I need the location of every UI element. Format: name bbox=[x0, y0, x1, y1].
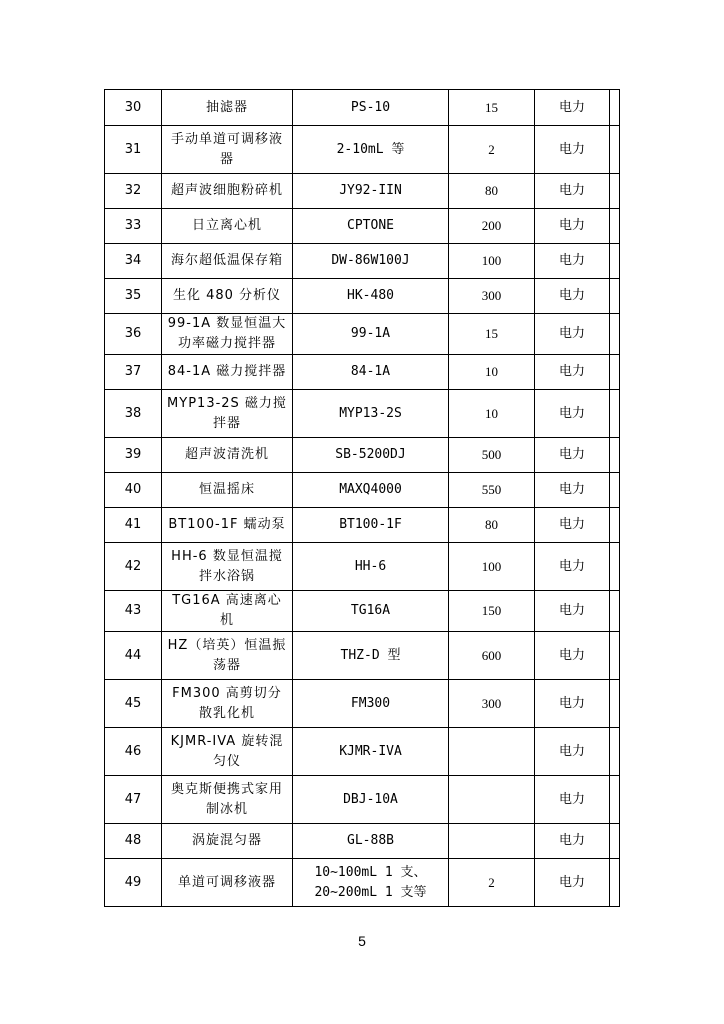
table-row bbox=[105, 126, 620, 174]
energy-type: 电力 bbox=[535, 680, 610, 728]
table-edge-cell bbox=[610, 728, 620, 776]
equipment-name: KJMR-IVA 旋转混匀仪 bbox=[162, 728, 293, 776]
equipment-power: 2 bbox=[449, 126, 535, 174]
equipment-power: 200 bbox=[449, 209, 535, 244]
equipment-name: 抽滤器 bbox=[162, 90, 293, 126]
table-row bbox=[105, 824, 620, 859]
table-edge-cell bbox=[610, 632, 620, 680]
table-row bbox=[105, 591, 620, 632]
table-row bbox=[105, 508, 620, 543]
row-number: 31 bbox=[105, 126, 162, 174]
equipment-name: MYP13-2S 磁力搅拌器 bbox=[162, 390, 293, 438]
equipment-model: 10~100mL 1 支、20~200mL 1 支等 bbox=[293, 859, 449, 907]
equipment-model: BT100-1F bbox=[293, 508, 449, 543]
equipment-model: DBJ-10A bbox=[293, 776, 449, 824]
table-edge-cell bbox=[610, 90, 620, 126]
row-number: 38 bbox=[105, 390, 162, 438]
table-row bbox=[105, 244, 620, 279]
table-row bbox=[105, 90, 620, 126]
equipment-table bbox=[104, 89, 620, 907]
table-row bbox=[105, 314, 620, 355]
equipment-model: SB-5200DJ bbox=[293, 438, 449, 473]
equipment-name: 奥克斯便携式家用制冰机 bbox=[162, 776, 293, 824]
table-row bbox=[105, 543, 620, 591]
table-edge-cell bbox=[610, 591, 620, 632]
equipment-name: 超声波清洗机 bbox=[162, 438, 293, 473]
row-number: 43 bbox=[105, 591, 162, 632]
table-edge-cell bbox=[610, 859, 620, 907]
equipment-power bbox=[449, 824, 535, 859]
table-edge-cell bbox=[610, 473, 620, 508]
equipment-power: 300 bbox=[449, 279, 535, 314]
energy-type: 电力 bbox=[535, 209, 610, 244]
row-number: 48 bbox=[105, 824, 162, 859]
equipment-name: FM300 高剪切分散乳化机 bbox=[162, 680, 293, 728]
equipment-power: 2 bbox=[449, 859, 535, 907]
equipment-model: TG16A bbox=[293, 591, 449, 632]
equipment-power: 10 bbox=[449, 355, 535, 390]
table-row bbox=[105, 209, 620, 244]
page-number: 5 bbox=[358, 933, 366, 949]
energy-type: 电力 bbox=[535, 859, 610, 907]
table-edge-cell bbox=[610, 174, 620, 209]
equipment-model: PS-10 bbox=[293, 90, 449, 126]
equipment-model: MAXQ4000 bbox=[293, 473, 449, 508]
table-edge-cell bbox=[610, 543, 620, 591]
table-row bbox=[105, 174, 620, 209]
equipment-model: JY92-IIN bbox=[293, 174, 449, 209]
table-edge-cell bbox=[610, 209, 620, 244]
equipment-name: 超声波细胞粉碎机 bbox=[162, 174, 293, 209]
equipment-name: HH-6 数显恒温搅拌水浴锅 bbox=[162, 543, 293, 591]
energy-type: 电力 bbox=[535, 126, 610, 174]
table-row bbox=[105, 390, 620, 438]
energy-type: 电力 bbox=[535, 824, 610, 859]
equipment-power: 15 bbox=[449, 90, 535, 126]
table-row bbox=[105, 438, 620, 473]
table-row bbox=[105, 680, 620, 728]
table-edge-cell bbox=[610, 314, 620, 355]
table-row bbox=[105, 632, 620, 680]
table-edge-cell bbox=[610, 776, 620, 824]
equipment-model: 2-10mL 等 bbox=[293, 126, 449, 174]
table-edge-cell bbox=[610, 126, 620, 174]
equipment-name: 恒温摇床 bbox=[162, 473, 293, 508]
equipment-model: 84-1A bbox=[293, 355, 449, 390]
energy-type: 电力 bbox=[535, 355, 610, 390]
row-number: 32 bbox=[105, 174, 162, 209]
equipment-table-body bbox=[105, 90, 620, 907]
equipment-model: CPTONE bbox=[293, 209, 449, 244]
equipment-name: TG16A 高速离心机 bbox=[162, 591, 293, 632]
equipment-power: 550 bbox=[449, 473, 535, 508]
equipment-name: 生化 480 分析仪 bbox=[162, 279, 293, 314]
equipment-power: 600 bbox=[449, 632, 535, 680]
equipment-power: 100 bbox=[449, 543, 535, 591]
row-number: 44 bbox=[105, 632, 162, 680]
row-number: 34 bbox=[105, 244, 162, 279]
equipment-model: MYP13-2S bbox=[293, 390, 449, 438]
table-edge-cell bbox=[610, 680, 620, 728]
table-row bbox=[105, 776, 620, 824]
table-edge-cell bbox=[610, 244, 620, 279]
energy-type: 电力 bbox=[535, 776, 610, 824]
equipment-power: 500 bbox=[449, 438, 535, 473]
equipment-name: 海尔超低温保存箱 bbox=[162, 244, 293, 279]
equipment-power: 150 bbox=[449, 591, 535, 632]
energy-type: 电力 bbox=[535, 174, 610, 209]
energy-type: 电力 bbox=[535, 90, 610, 126]
row-number: 35 bbox=[105, 279, 162, 314]
row-number: 33 bbox=[105, 209, 162, 244]
energy-type: 电力 bbox=[535, 390, 610, 438]
row-number: 42 bbox=[105, 543, 162, 591]
energy-type: 电力 bbox=[535, 728, 610, 776]
table-edge-cell bbox=[610, 279, 620, 314]
equipment-model: GL-88B bbox=[293, 824, 449, 859]
table-row bbox=[105, 728, 620, 776]
table-row bbox=[105, 859, 620, 907]
equipment-power: 100 bbox=[449, 244, 535, 279]
equipment-name: 日立离心机 bbox=[162, 209, 293, 244]
table-row bbox=[105, 279, 620, 314]
equipment-power bbox=[449, 728, 535, 776]
equipment-model: HH-6 bbox=[293, 543, 449, 591]
equipment-power: 15 bbox=[449, 314, 535, 355]
energy-type: 电力 bbox=[535, 244, 610, 279]
equipment-model: THZ-D 型 bbox=[293, 632, 449, 680]
table-edge-cell bbox=[610, 355, 620, 390]
equipment-power: 10 bbox=[449, 390, 535, 438]
row-number: 49 bbox=[105, 859, 162, 907]
equipment-model: HK-480 bbox=[293, 279, 449, 314]
energy-type: 电力 bbox=[535, 279, 610, 314]
row-number: 45 bbox=[105, 680, 162, 728]
equipment-name: 单道可调移液器 bbox=[162, 859, 293, 907]
row-number: 40 bbox=[105, 473, 162, 508]
table-edge-cell bbox=[610, 390, 620, 438]
table-edge-cell bbox=[610, 438, 620, 473]
equipment-name: HZ（培英）恒温振荡器 bbox=[162, 632, 293, 680]
table-row bbox=[105, 355, 620, 390]
energy-type: 电力 bbox=[535, 632, 610, 680]
equipment-model: DW-86W100J bbox=[293, 244, 449, 279]
equipment-name: BT100-1F 蠕动泵 bbox=[162, 508, 293, 543]
equipment-power: 80 bbox=[449, 174, 535, 209]
row-number: 36 bbox=[105, 314, 162, 355]
row-number: 39 bbox=[105, 438, 162, 473]
equipment-power: 300 bbox=[449, 680, 535, 728]
row-number: 37 bbox=[105, 355, 162, 390]
energy-type: 电力 bbox=[535, 508, 610, 543]
row-number: 47 bbox=[105, 776, 162, 824]
equipment-model: 99-1A bbox=[293, 314, 449, 355]
energy-type: 电力 bbox=[535, 314, 610, 355]
energy-type: 电力 bbox=[535, 473, 610, 508]
equipment-name: 涡旋混匀器 bbox=[162, 824, 293, 859]
row-number: 46 bbox=[105, 728, 162, 776]
table-edge-cell bbox=[610, 508, 620, 543]
energy-type: 电力 bbox=[535, 591, 610, 632]
equipment-model: KJMR-IVA bbox=[293, 728, 449, 776]
table-edge-cell bbox=[610, 824, 620, 859]
equipment-power bbox=[449, 776, 535, 824]
row-number: 30 bbox=[105, 90, 162, 126]
equipment-name: 99-1A 数显恒温大功率磁力搅拌器 bbox=[162, 314, 293, 355]
equipment-name: 手动单道可调移液器 bbox=[162, 126, 293, 174]
row-number: 41 bbox=[105, 508, 162, 543]
energy-type: 电力 bbox=[535, 543, 610, 591]
table-row bbox=[105, 473, 620, 508]
equipment-name: 84-1A 磁力搅拌器 bbox=[162, 355, 293, 390]
energy-type: 电力 bbox=[535, 438, 610, 473]
equipment-power: 80 bbox=[449, 508, 535, 543]
equipment-model: FM300 bbox=[293, 680, 449, 728]
